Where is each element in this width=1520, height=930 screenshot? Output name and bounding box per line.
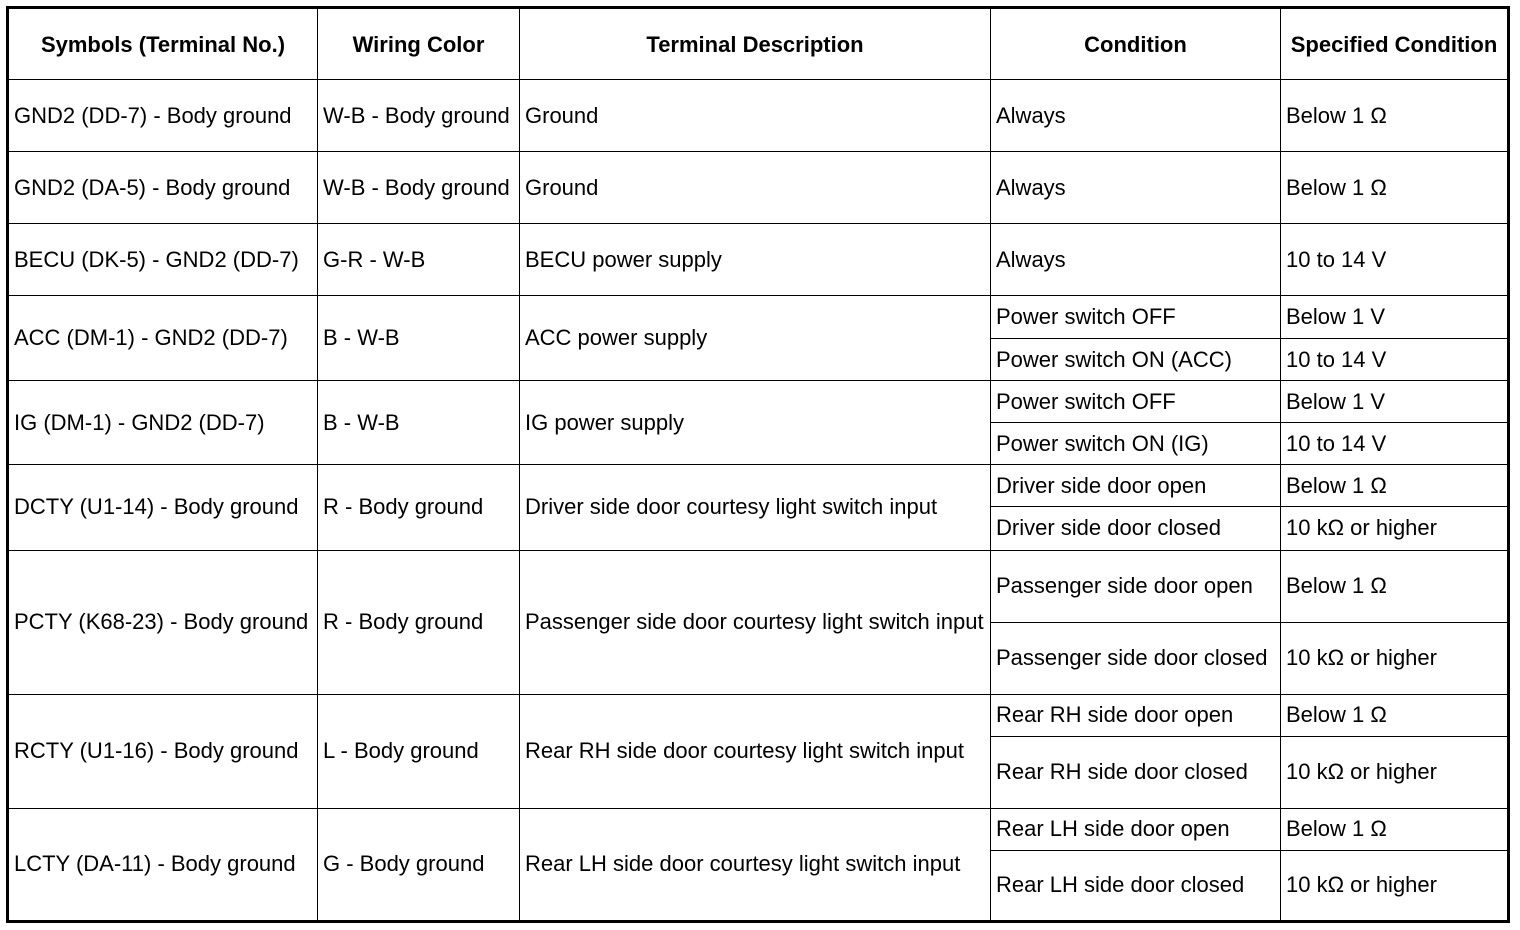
- header-wiring-color: Wiring Color: [318, 8, 520, 80]
- cell-symbol: GND2 (DD-7) - Body ground: [8, 80, 318, 152]
- cell-condition: Always: [991, 152, 1281, 224]
- cell-symbol: PCTY (K68-23) - Body ground: [8, 550, 318, 694]
- cell-spec: 10 to 14 V: [1281, 423, 1509, 465]
- cell-description: Driver side door courtesy light switch input: [520, 465, 991, 550]
- table-row: [8, 152, 1509, 224]
- cell-spec: Below 1 Ω: [1281, 80, 1509, 152]
- header-row: [8, 8, 1509, 80]
- cell-spec: Below 1 V: [1281, 296, 1509, 339]
- cell-spec: Below 1 V: [1281, 381, 1509, 423]
- header-terminal-description: Terminal Description: [520, 8, 991, 80]
- cell-condition: Always: [991, 224, 1281, 296]
- cell-description: Rear RH side door courtesy light switch input: [520, 694, 991, 808]
- cell-spec: Below 1 Ω: [1281, 152, 1509, 224]
- cell-symbol: GND2 (DA-5) - Body ground: [8, 152, 318, 224]
- terminal-spec-table: [6, 6, 1510, 923]
- cell-symbol: ACC (DM-1) - GND2 (DD-7): [8, 296, 318, 381]
- cell-description: Ground: [520, 152, 991, 224]
- cell-condition: Power switch OFF: [991, 381, 1281, 423]
- cell-wiring: W-B - Body ground: [318, 152, 520, 224]
- cell-wiring: B - W-B: [318, 381, 520, 465]
- cell-spec: Below 1 Ω: [1281, 808, 1509, 850]
- table-row: [8, 694, 1509, 736]
- cell-wiring: W-B - Body ground: [318, 80, 520, 152]
- cell-condition: Power switch ON (ACC): [991, 339, 1281, 381]
- cell-description: IG power supply: [520, 381, 991, 465]
- cell-spec: 10 kΩ or higher: [1281, 850, 1509, 921]
- cell-spec: Below 1 Ω: [1281, 694, 1509, 736]
- cell-description: Rear LH side door courtesy light switch input: [520, 808, 991, 921]
- cell-symbol: IG (DM-1) - GND2 (DD-7): [8, 381, 318, 465]
- header-symbols: Symbols (Terminal No.): [8, 8, 318, 80]
- table-row: [8, 80, 1509, 152]
- cell-condition: Power switch ON (IG): [991, 423, 1281, 465]
- cell-description: Passenger side door courtesy light switch input: [520, 550, 991, 694]
- cell-symbol: BECU (DK-5) - GND2 (DD-7): [8, 224, 318, 296]
- cell-condition: Rear RH side door closed: [991, 736, 1281, 808]
- cell-spec: 10 kΩ or higher: [1281, 622, 1509, 694]
- table-row: [8, 224, 1509, 296]
- cell-wiring: G - Body ground: [318, 808, 520, 921]
- cell-spec: 10 kΩ or higher: [1281, 507, 1509, 550]
- cell-condition: Always: [991, 80, 1281, 152]
- cell-condition: Rear LH side door open: [991, 808, 1281, 850]
- cell-condition: Driver side door closed: [991, 507, 1281, 550]
- table-row: [8, 808, 1509, 850]
- cell-condition: Driver side door open: [991, 465, 1281, 507]
- table-row: [8, 550, 1509, 622]
- cell-condition: Power switch OFF: [991, 296, 1281, 339]
- cell-spec: 10 to 14 V: [1281, 224, 1509, 296]
- table-row: [8, 465, 1509, 507]
- cell-wiring: R - Body ground: [318, 550, 520, 694]
- cell-condition: Rear LH side door closed: [991, 850, 1281, 921]
- cell-description: BECU power supply: [520, 224, 991, 296]
- table-row: [8, 296, 1509, 339]
- cell-condition: Passenger side door closed: [991, 622, 1281, 694]
- cell-wiring: G-R - W-B: [318, 224, 520, 296]
- cell-description: ACC power supply: [520, 296, 991, 381]
- cell-condition: Passenger side door open: [991, 550, 1281, 622]
- header-condition: Condition: [991, 8, 1281, 80]
- cell-wiring: B - W-B: [318, 296, 520, 381]
- header-specified-condition: Specified Condition: [1281, 8, 1509, 80]
- cell-description: Ground: [520, 80, 991, 152]
- cell-symbol: DCTY (U1-14) - Body ground: [8, 465, 318, 550]
- table-row: [8, 381, 1509, 423]
- cell-wiring: R - Body ground: [318, 465, 520, 550]
- cell-spec: 10 kΩ or higher: [1281, 736, 1509, 808]
- cell-condition: Rear RH side door open: [991, 694, 1281, 736]
- cell-spec: Below 1 Ω: [1281, 465, 1509, 507]
- cell-spec: 10 to 14 V: [1281, 339, 1509, 381]
- cell-spec: Below 1 Ω: [1281, 550, 1509, 622]
- cell-symbol: RCTY (U1-16) - Body ground: [8, 694, 318, 808]
- cell-symbol: LCTY (DA-11) - Body ground: [8, 808, 318, 921]
- cell-wiring: L - Body ground: [318, 694, 520, 808]
